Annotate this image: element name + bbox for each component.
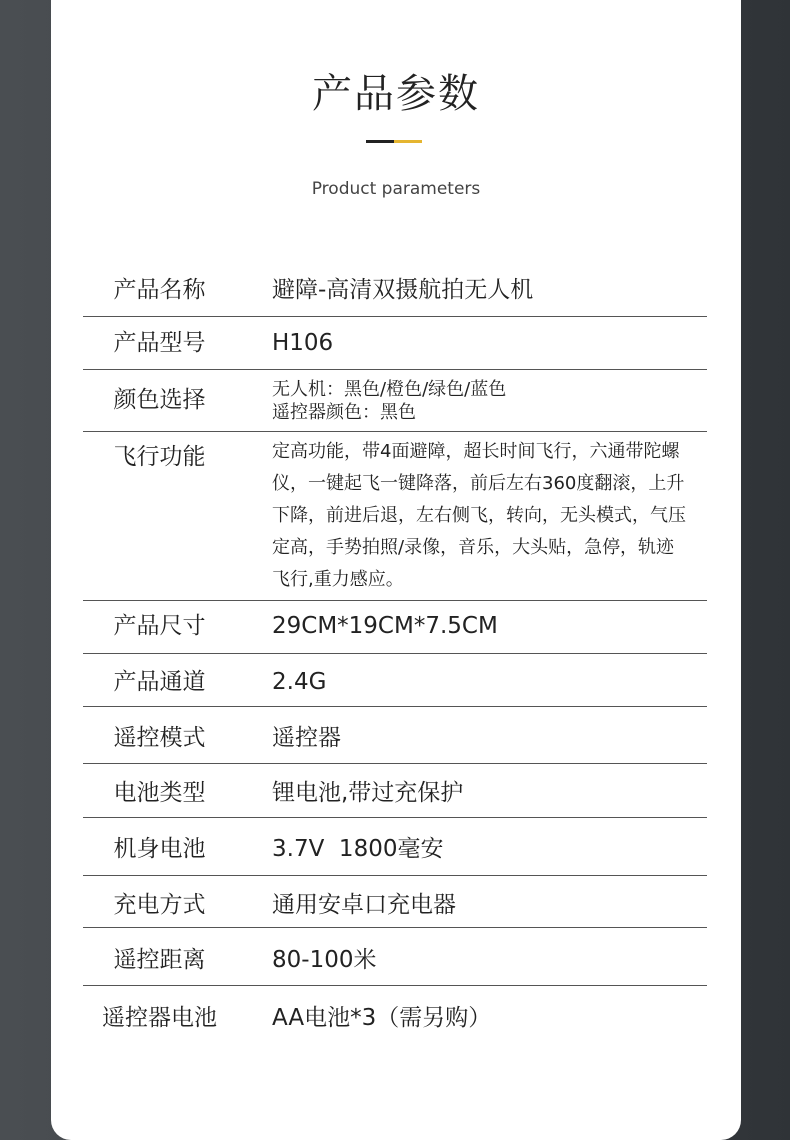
spec-label: 产品尺寸 [113, 613, 206, 639]
spec-row-charging [83, 876, 707, 928]
spec-value: 3.7V 1800毫安 [272, 836, 444, 862]
spec-label: 遥控器电池 [102, 1005, 217, 1031]
spec-label: 飞行功能 [113, 444, 206, 470]
spec-row-channel [83, 654, 707, 707]
accent-dark-segment [366, 140, 394, 143]
spec-label: 电池类型 [113, 780, 206, 806]
spec-value: H106 [272, 330, 334, 356]
spec-row-model [83, 317, 707, 370]
spec-value: 锂电池,带过充保护 [272, 780, 464, 806]
spec-label: 产品名称 [113, 277, 206, 303]
spec-label: 颜色选择 [113, 387, 206, 413]
spec-value: AA电池*3（需另购） [272, 1005, 492, 1031]
spec-value-line: 遥控器颜色：黑色 [272, 402, 416, 423]
spec-label: 产品通道 [113, 669, 206, 695]
spec-value: 通用安卓口充电器 [272, 892, 456, 918]
spec-label: 机身电池 [113, 836, 206, 862]
spec-label: 遥控模式 [113, 725, 206, 751]
spec-row-battery-type [83, 764, 707, 818]
spec-row-remote-battery [83, 986, 707, 1046]
accent-gold-segment [394, 140, 422, 143]
section-subtitle: Product parameters [311, 179, 481, 199]
product-parameters-card [51, 0, 741, 1140]
spec-value: 80-100米 [272, 947, 377, 973]
section-title: 产品参数 [312, 71, 480, 117]
spec-row-name [83, 277, 707, 317]
spec-row-body-battery [83, 818, 707, 876]
spec-label: 产品型号 [113, 330, 206, 356]
spec-value: 2.4G [272, 669, 327, 695]
spec-value: 29CM*19CM*7.5CM [272, 613, 498, 639]
spec-label: 遥控距离 [113, 947, 206, 973]
spec-value: 遥控器 [272, 725, 341, 751]
spec-value: 避障-高清双摄航拍无人机 [272, 277, 534, 303]
spec-row-remote-range [83, 928, 707, 986]
spec-row-size [83, 601, 707, 654]
spec-row-color [83, 370, 707, 432]
title-accent-bar [366, 140, 422, 143]
spec-label: 充电方式 [113, 892, 206, 918]
spec-row-flight-functions [83, 432, 707, 601]
spec-value: 定高功能，带4面避障，超长时间飞行，六通带陀螺仪，一键起飞一键降落，前后左右360度翻滚，上升下降，前进后退，左右侧飞，转向，无头模式，气压定高，手势拍照/录像，音乐，大头贴，急停，轨迹飞行,重力感应。 [272, 441, 686, 590]
spec-value [272, 378, 692, 424]
spec-row-remote-mode [83, 707, 707, 764]
spec-value-line: 无人机：黑色/橙色/绿色/蓝色 [272, 379, 507, 400]
